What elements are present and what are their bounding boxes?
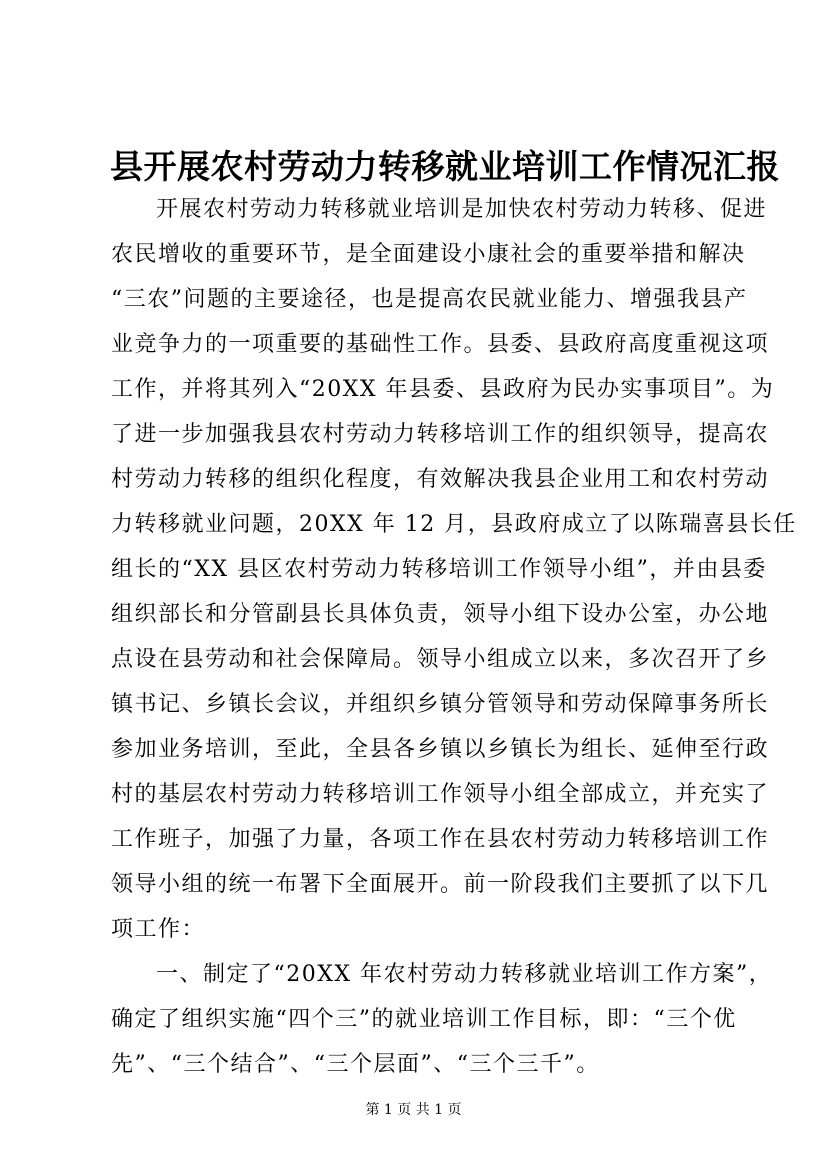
paragraph-line: 业竞争力的一项重要的基础性工作。县委、县政府高度重视这项 <box>111 332 770 357</box>
paragraph-line: 农民增收的重要环节，是全面建设小康社会的重要举措和解决 <box>111 242 746 267</box>
paragraph-line: 村劳动力转移的组织化程度，有效解决我县企业用工和农村劳动 <box>111 467 770 492</box>
paragraph-line: 参加业务培训，至此，全县各乡镇以乡镇长为组长、延伸至行政 <box>111 737 770 762</box>
paragraph-line: 村的基层农村劳动力转移培训工作领导小组全部成立，并充实了 <box>111 782 770 807</box>
paragraph-line: 组织部长和分管副县长具体负责，领导小组下设办公室，办公地 <box>111 602 770 627</box>
paragraph-line: 了进一步加强我县农村劳动力转移培训工作的组织领导，提高农 <box>111 422 770 447</box>
paragraph-line: 组长的“XX 县区农村劳动力转移培训工作领导小组”，并由县委 <box>111 557 767 582</box>
paragraph-line: 工作班子，加强了力量，各项工作在县农村劳动力转移培训工作 <box>111 827 770 852</box>
paragraph-line: 先”、“三个结合”、“三个层面”、“三个三千”。 <box>111 1052 600 1077</box>
paragraph-line: 工作，并将其列入“20XX 年县委、县政府为民办实事项目”。为 <box>111 377 775 402</box>
paragraph-line: 确定了组织实施“四个三”的就业培训工作目标，即：“三个优 <box>111 1007 737 1032</box>
paragraph-line: 镇书记、乡镇长会议，并组织乡镇分管领导和劳动保障事务所长 <box>111 692 770 717</box>
document-title: 县开展农村劳动力转移就业培训工作情况汇报 <box>110 147 780 186</box>
paragraph-line: 点设在县劳动和社会保障局。领导小组成立以来，多次召开了乡 <box>111 647 770 672</box>
paragraph-line: 一、制定了“20XX 年农村劳动力转移就业培训工作方案”， <box>156 962 773 987</box>
paragraph-line: 项工作： <box>111 917 206 942</box>
paragraph-line: 力转移就业问题，20XX 年 12 月，县政府成立了以陈瑞喜县长任 <box>111 512 797 537</box>
paragraph-line: “三农”问题的主要途径，也是提高农民就业能力、增强我县产 <box>111 287 748 312</box>
paragraph-line: 领导小组的统一布署下全面展开。前一阶段我们主要抓了以下几 <box>111 872 770 897</box>
paragraph-line: 开展农村劳动力转移就业培训是加快农村劳动力转移、促进 <box>156 197 768 222</box>
page-number-footer: 第 1 页 共 1 页 <box>365 1102 462 1118</box>
